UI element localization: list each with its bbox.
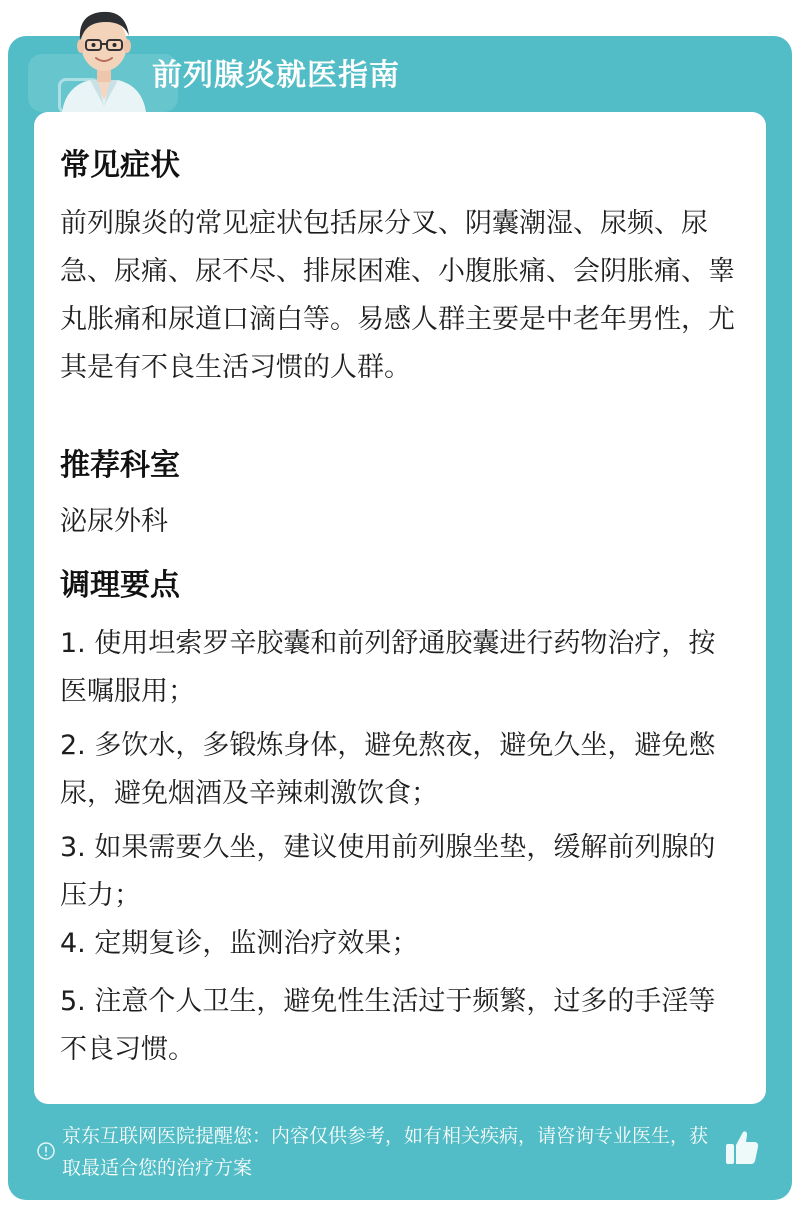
thumbs-up-icon[interactable]	[724, 1128, 760, 1166]
doctor-avatar	[54, 0, 154, 112]
care-item: 1. 使用坦索罗辛胶囊和前列舒通胶囊进行药物治疗，按医嘱服用；	[60, 628, 716, 707]
care-item: 2. 多饮水，多锻炼身体，避免熬夜，避免久坐，避免憋尿，避免烟酒及辛辣刺激饮食；	[60, 730, 716, 809]
info-icon	[37, 1142, 55, 1160]
content-card	[34, 112, 766, 1104]
department-heading: 推荐科室	[60, 448, 180, 483]
department-text: 泌尿外科	[60, 506, 168, 537]
care-heading: 调理要点	[60, 568, 180, 603]
symptoms-heading: 常见症状	[60, 148, 180, 183]
page-title: 前列腺炎就医指南	[152, 58, 400, 93]
care-item: 3. 如果需要久坐，建议使用前列腺坐垫，缓解前列腺的压力；	[60, 832, 716, 911]
care-item: 4. 定期复诊，监测治疗效果；	[60, 928, 419, 959]
care-item: 5. 注意个人卫生，避免性生活过于频繁，过多的手淫等不良习惯。	[60, 986, 716, 1065]
symptoms-text: 前列腺炎的常见症状包括尿分叉、阴囊潮湿、尿频、尿急、尿痛、尿不尽、排尿困难、小腹胀痛、会阴胀痛、睾丸胀痛和尿道口滴白等。易感人群主要是中老年男性，尤其是有不良生活习惯的人群。	[60, 208, 735, 383]
disclaimer-text: 京东互联网医院提醒您：内容仅供参考，如有相关疾病，请咨询专业医生，获取最适合您的治疗方案	[62, 1125, 709, 1179]
